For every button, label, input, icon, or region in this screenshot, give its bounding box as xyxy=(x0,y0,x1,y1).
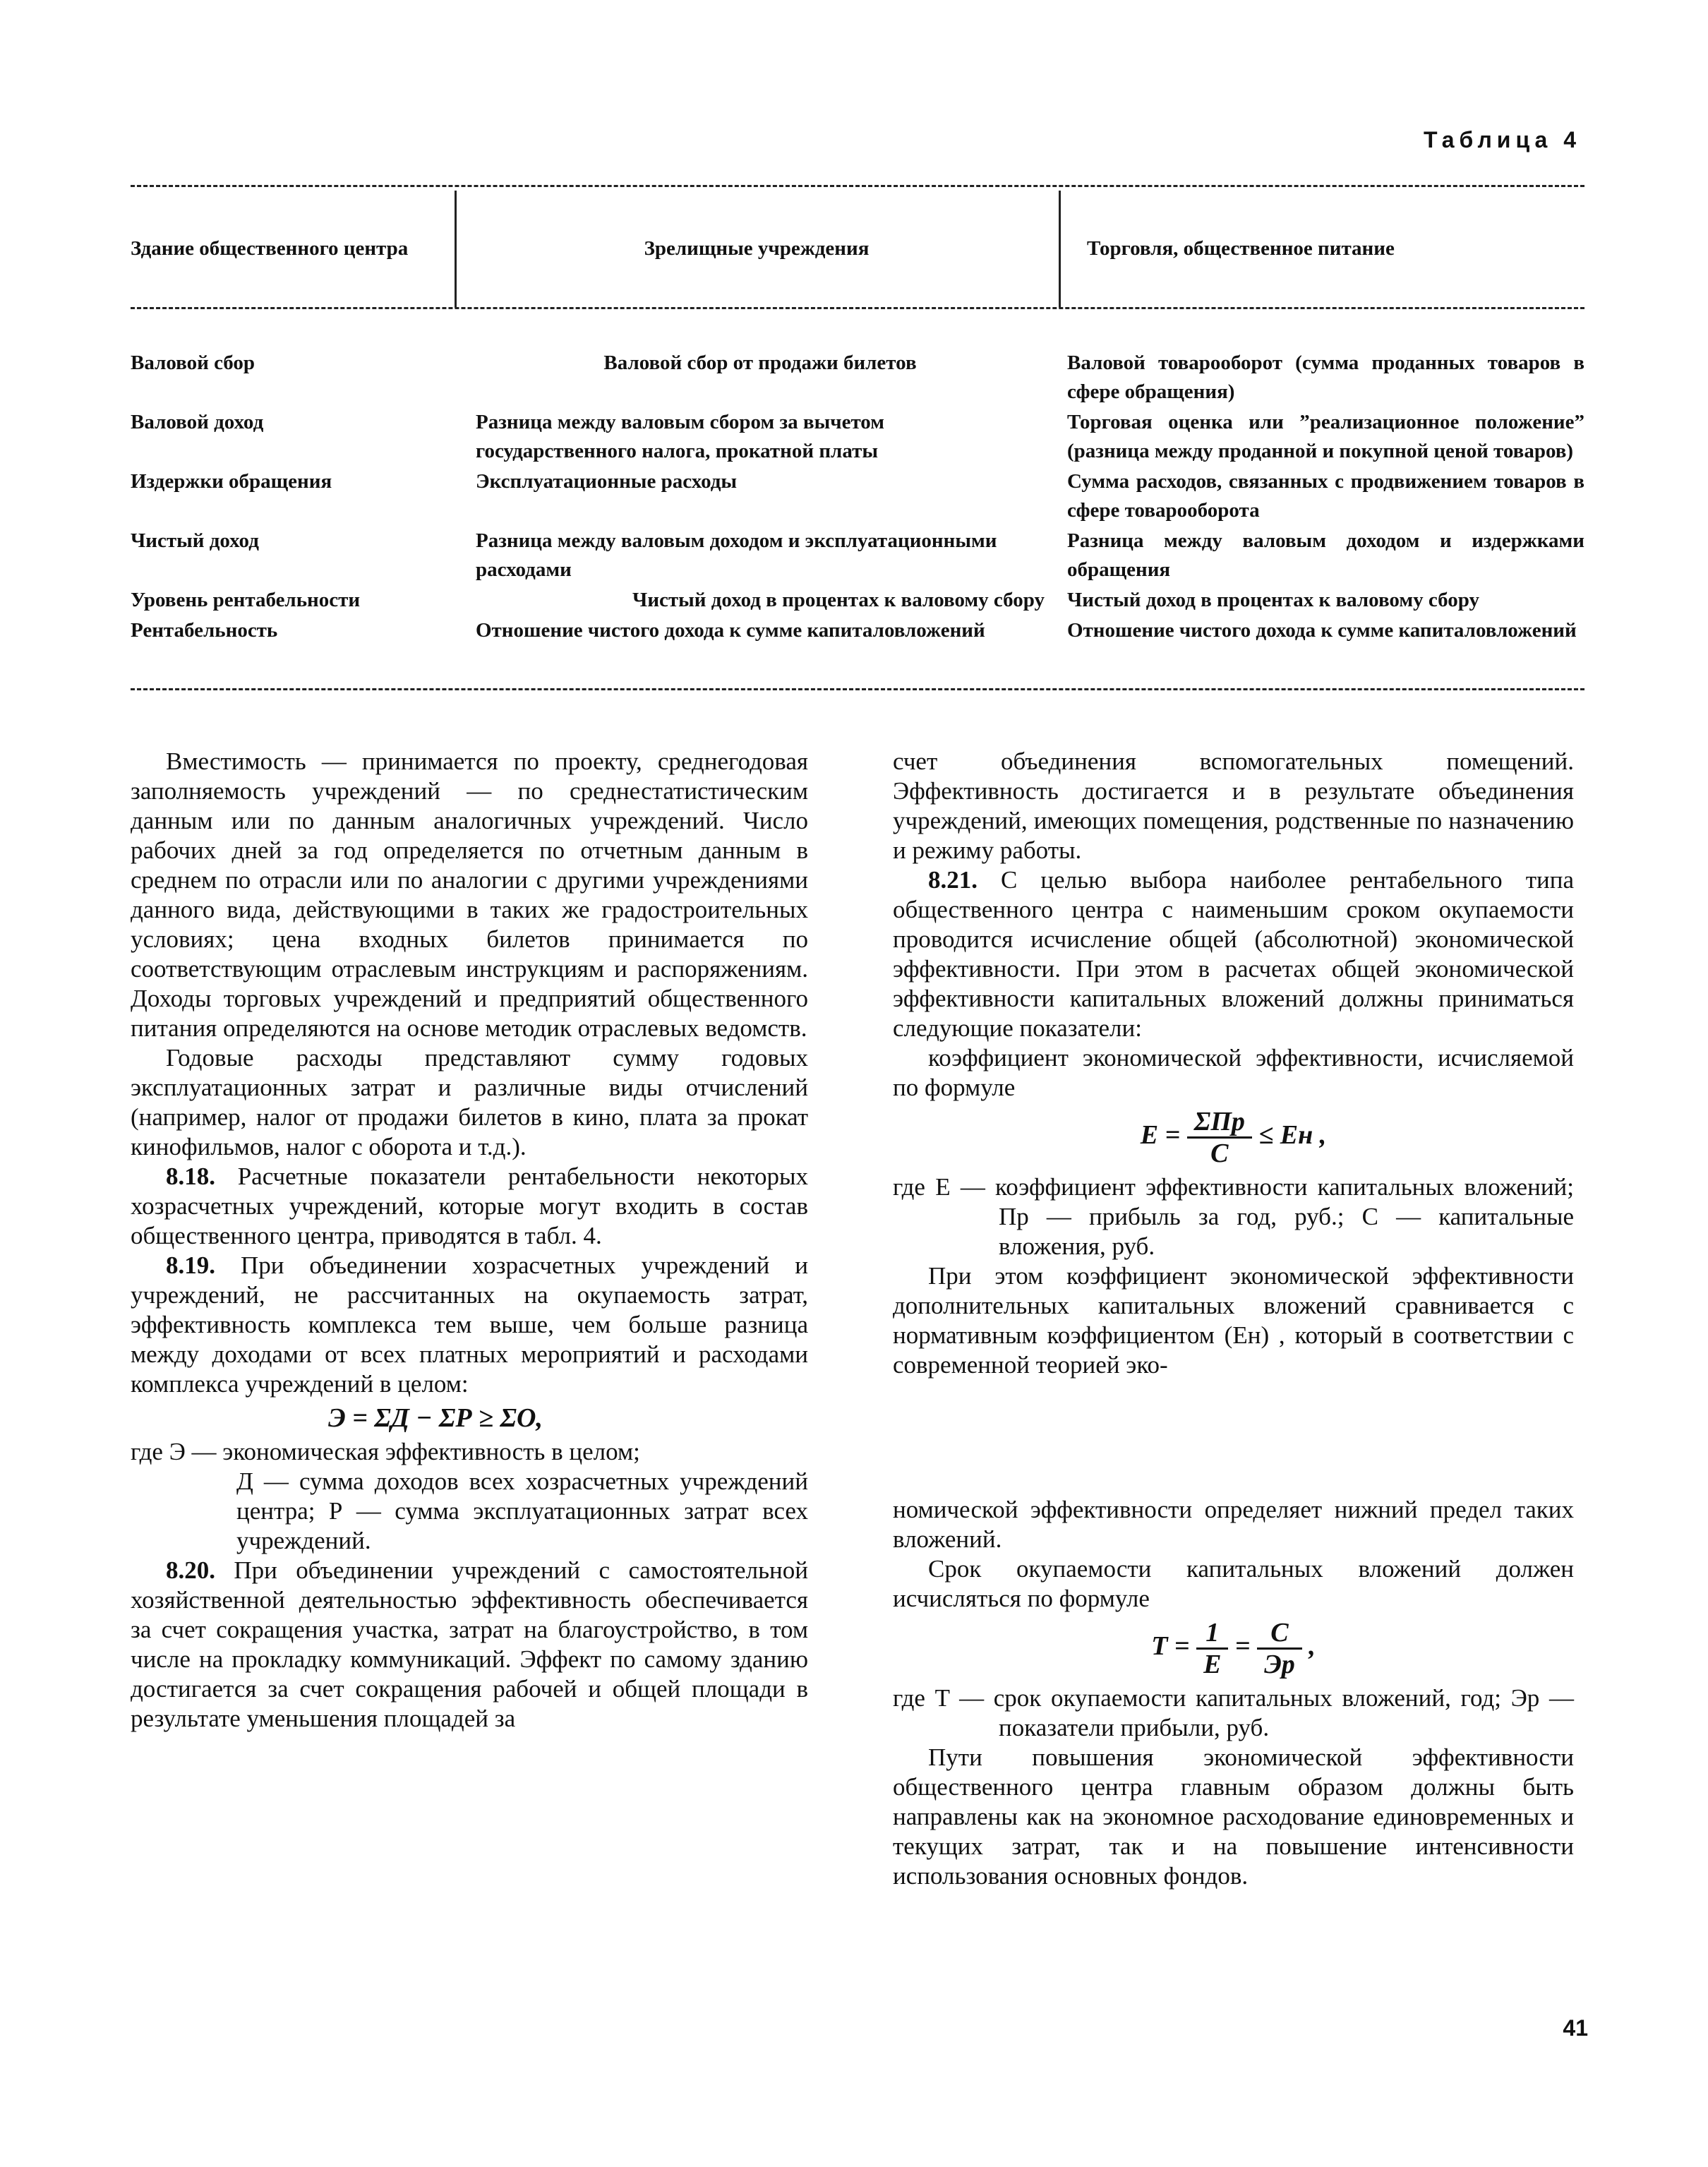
paragraph: При этом коэффициент экономической эффективности дополнительных капитальных вложений сравнивается с нормативным коэффициентом (Eн) , который в соответствии с современной теорией эко- xyxy=(893,1262,1574,1379)
formula-equals: = xyxy=(1234,1631,1251,1662)
table-cell: Валовой сбор от продажи билетов xyxy=(603,352,917,374)
where-definition: где E — коэффициент эффективности капитальных вложений; Пр — прибыль за год, руб.; C — капитальные вложения, руб. xyxy=(893,1173,1574,1260)
formula-rhs: ≤ Eн , xyxy=(1258,1120,1327,1151)
clause-number: 8.20. xyxy=(166,1556,215,1584)
table-row xyxy=(131,616,1584,647)
page-number: 41 xyxy=(1563,2015,1588,2041)
table-cell: Сумма расходов, связанных с продвижением товаров в сфере товарооборота xyxy=(1067,470,1584,522)
table-cell: Чистый доход в процентах к валовому сбору xyxy=(632,589,1045,611)
fraction-numerator: ΣПр xyxy=(1187,1107,1252,1139)
paragraph: коэффициент экономической эффективности, исчисляемой по формуле xyxy=(893,1044,1574,1101)
table-cell: Разница между валовым доходом и издержками обращения xyxy=(1067,529,1584,581)
header-building: Здание общественного центра xyxy=(131,237,409,260)
table-cell: Уровень рентабельности xyxy=(131,589,361,611)
right-column-bottom xyxy=(893,1495,1574,1891)
clause-number: 8.18. xyxy=(166,1163,215,1190)
fraction-numerator: 1 xyxy=(1196,1618,1228,1650)
fraction xyxy=(1196,1618,1228,1679)
formula-end: , xyxy=(1309,1631,1316,1662)
table-label: Таблица 4 xyxy=(1423,127,1581,152)
paragraph-8-19 xyxy=(131,1251,808,1399)
formula-lhs: E = xyxy=(1140,1120,1181,1151)
formula-efficiency: Э = ΣД − ΣР ≥ ΣО, xyxy=(328,1403,543,1433)
paragraph: номической эффективности определяет нижний предел таких вложений. xyxy=(893,1496,1574,1553)
paragraph: счет объединения вспомогательных помещений. Эффективность достигается и в результате объединения учреждений, имеющих помещения, родственные по назначению и режиму работы. xyxy=(893,748,1574,864)
clause-number: 8.19. xyxy=(166,1251,215,1279)
table-cell: Рентабельность xyxy=(131,619,278,642)
table-cell: Отношение чистого дохода к сумме капиталовложений xyxy=(1067,619,1577,642)
header-trade: Торговля, общественное питание xyxy=(1087,237,1395,260)
table-row xyxy=(131,333,1584,408)
formula-efficiency-coefficient xyxy=(893,1107,1574,1168)
table-top-rule xyxy=(131,185,1584,187)
paragraph: Срок окупаемости капитальных вложений должен исчисляться по формуле xyxy=(893,1555,1574,1612)
fraction-denominator: E xyxy=(1203,1650,1222,1679)
table-cell: Разница между валовым доходом и эксплуатационными расходами xyxy=(476,529,997,581)
clause-number: 8.21. xyxy=(928,866,978,894)
paragraph-8-18 xyxy=(131,1162,808,1251)
formula-lhs: T = xyxy=(1151,1631,1190,1662)
fraction-denominator: Эр xyxy=(1264,1650,1295,1679)
fraction-numerator: C xyxy=(1257,1618,1302,1650)
table-cell: Валовой товарооборот (сумма проданных товаров в сфере обращения) xyxy=(1067,352,1584,403)
table-cell: Отношение чистого дохода к сумме капиталовложений xyxy=(476,619,985,642)
table-bottom-rule xyxy=(131,688,1584,690)
paragraph-text: Расчетные показатели рентабельности некоторых хозрасчетных учреждений, которые могут входить в состав общественного центра, приводятся в табл. 4. xyxy=(131,1163,808,1249)
table-cell: Издержки обращения xyxy=(131,470,332,493)
table-cell: Разница между валовым сбором за вычетом государственного налога, прокатной платы xyxy=(476,411,885,462)
paragraph-text: При объединении хозрасчетных учреждений и учреждений, не рассчитанных на окупаемость затрат, эффективность комплекса тем выше, чем больше разница между доходами от всех платных мероприятий и расходами комплекса учреждений в целом: xyxy=(131,1251,808,1398)
table-row xyxy=(131,586,1584,616)
table-cell: Валовой доход xyxy=(131,411,264,433)
table-4 xyxy=(131,212,1584,647)
table-row xyxy=(131,527,1584,586)
table-cell: Торговая оценка или ”реализационное положение” (разница между проданной и покупной ценой товаров) xyxy=(1067,411,1584,462)
paragraph: Пути повышения экономической эффективности общественного центра главным образом должны быть направлены как на экономное расходование единовременных и текущих затрат, так и на повышение интенсивности использования основных фондов. xyxy=(893,1743,1574,1890)
where-definition: где T — срок окупаемости капитальных вложений, год; Эр — показатели прибыли, руб. xyxy=(893,1684,1574,1741)
fraction-denominator: C xyxy=(1210,1139,1229,1168)
where-definition: где Э — экономическая эффективность в целом; xyxy=(131,1438,640,1465)
paragraph: Вместимость — принимается по проекту, среднегодовая заполняемость учреждений — по среднестатистическим данным или по данным аналогичных учреждений. Число рабочих дней за год определяется по отчетным данным в среднем по отрасли или по аналогии с другими учреждениями данного вида, действующими в таких же градостроительных условиях; цена входных билетов принимается по соответствующим отраслевым инструкциям и распоряжениям. Доходы торговых учреждений и предприятий общественного питания определяются на основе методик отраслевых ведомств. xyxy=(131,748,808,1042)
header-entertainment: Зрелищные учреждения xyxy=(644,237,870,260)
table-cell: Чистый доход в процентах к валовому сбору xyxy=(1067,589,1479,611)
paragraph-text: С целью выбора наиболее рентабельного типа общественного центра с наименьшим сроком окупаемости проводится исчисление общей (абсолютной) экономической эффективности. При этом в расчетах общей экономической эффективности капитальных вложений должны приниматься следующие показатели: xyxy=(893,866,1574,1042)
paragraph-text: При объединении учреждений с самостоятельной хозяйственной деятельностью эффективность обеспечивается за счет сокращения участка, затрат на благоустройство, в том числе на прокладку коммуникаций. Эффект по самому зданию достигается за счет сокращения рабочей и общей площади в результате уменьшения площадей за xyxy=(131,1556,808,1732)
formula-payback-period xyxy=(893,1618,1574,1679)
paragraph-8-20 xyxy=(131,1556,808,1734)
table-row xyxy=(131,408,1584,467)
table-row xyxy=(131,467,1584,527)
table-cell: Валовой сбор xyxy=(131,352,255,374)
where-definition-cont: Д — сумма доходов всех хозрасчетных учреждений центра; Р — сумма эксплуатационных затрат всех учреждений. xyxy=(236,1467,808,1554)
paragraph-8-21 xyxy=(893,865,1574,1043)
table-cell: Эксплуатационные расходы xyxy=(476,470,738,493)
right-column-top xyxy=(893,747,1574,1380)
fraction xyxy=(1187,1107,1252,1168)
fraction xyxy=(1257,1618,1302,1679)
left-column xyxy=(131,747,808,1734)
paragraph: Годовые расходы представляют сумму годовых эксплуатационных затрат и различные виды отчислений (например, налог от продажи билетов в кино, плата за прокат кинофильмов, налог с оборота и т.д.). xyxy=(131,1044,808,1160)
table-cell: Чистый доход xyxy=(131,529,259,552)
